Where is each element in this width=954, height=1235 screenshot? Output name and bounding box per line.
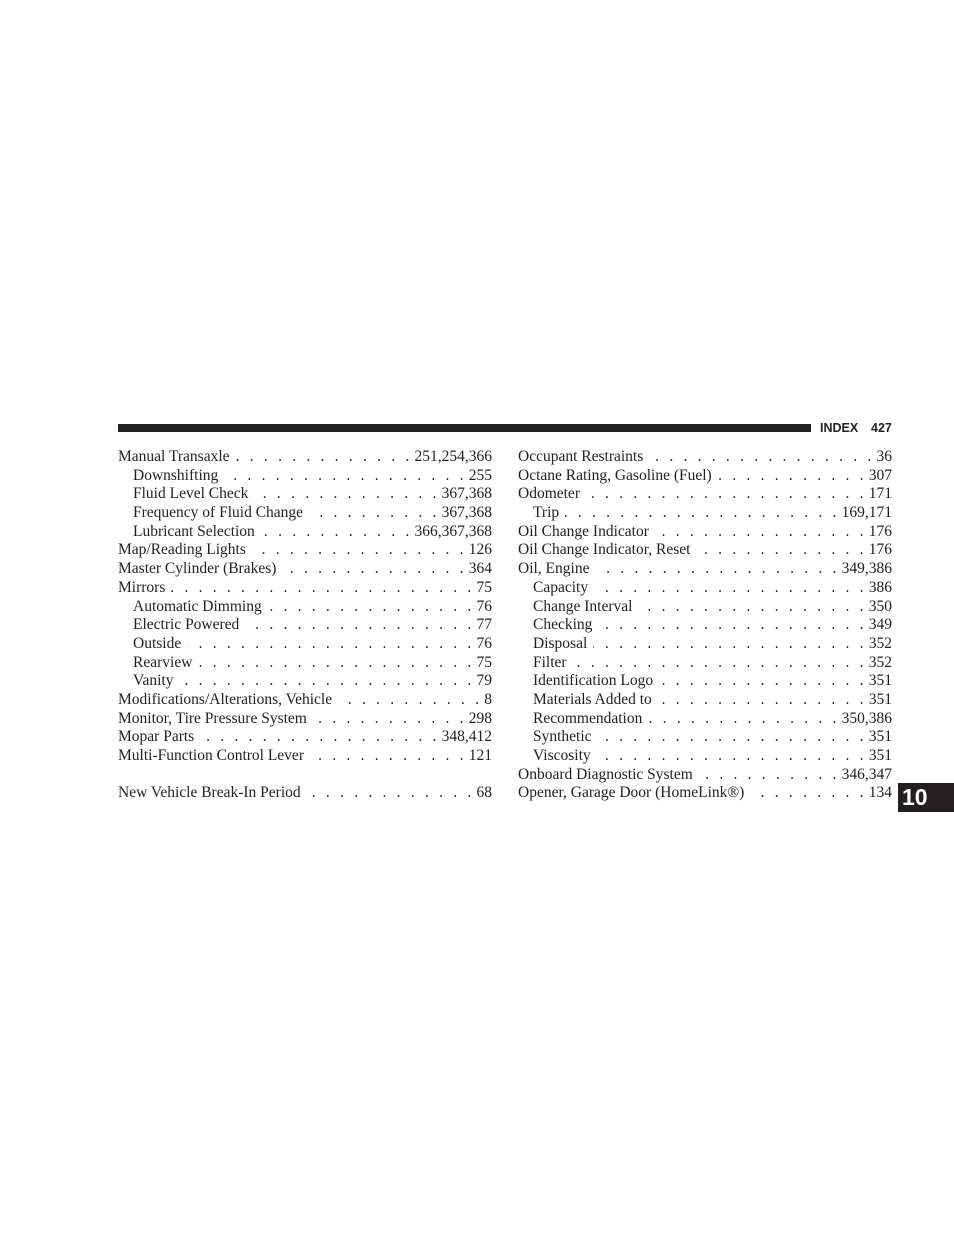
index-entry bbox=[518, 541, 892, 560]
dot-leader bbox=[254, 485, 439, 504]
entry-term: Mopar Parts bbox=[118, 728, 195, 746]
index-entry bbox=[118, 541, 492, 560]
index-subentry bbox=[118, 523, 492, 542]
entry-page-refs: 350,386 bbox=[841, 709, 892, 727]
index-subentry bbox=[518, 635, 892, 654]
entry-term: Electric Powered bbox=[133, 616, 240, 634]
entry-page-refs: 251,254,366 bbox=[414, 448, 492, 465]
entry-page-refs: 36 bbox=[876, 448, 892, 465]
entry-term: Oil, Engine bbox=[518, 560, 590, 578]
entry-term: Trip bbox=[533, 504, 560, 522]
entry-term: Synthetic bbox=[533, 728, 592, 746]
index-entry bbox=[518, 784, 892, 803]
entry-term: Identification Logo bbox=[533, 672, 654, 690]
entry-term: Oil Change Indicator, Reset bbox=[518, 541, 691, 559]
entry-term: Monitor, Tire Pressure System bbox=[118, 709, 307, 727]
entry-page-refs: 77 bbox=[476, 616, 492, 634]
dot-leader bbox=[236, 448, 413, 467]
index-entry bbox=[518, 467, 892, 486]
entry-term: Checking bbox=[533, 616, 593, 634]
entry-term: Onboard Diagnostic System bbox=[518, 765, 693, 783]
entry-page-refs: 351 bbox=[868, 690, 892, 708]
entry-term: Lubricant Selection bbox=[133, 522, 255, 540]
entry-page-refs: 352 bbox=[868, 653, 892, 671]
entry-page-refs: 351 bbox=[868, 747, 892, 764]
entry-page-refs: 76 bbox=[476, 597, 492, 615]
dot-leader bbox=[598, 616, 866, 635]
index-subentry bbox=[118, 616, 492, 635]
entry-page-refs: 351 bbox=[868, 728, 892, 746]
entry-term: Map/Reading Lights bbox=[118, 541, 246, 559]
entry-page-refs: 348,412 bbox=[441, 728, 492, 746]
index-subentry bbox=[518, 616, 892, 635]
entry-page-refs: 126 bbox=[468, 541, 492, 559]
running-header-title: INDEX bbox=[820, 421, 859, 435]
entry-term: Downshifting bbox=[133, 466, 219, 484]
dot-leader bbox=[309, 504, 440, 523]
dot-leader bbox=[595, 560, 839, 579]
dot-leader bbox=[586, 485, 867, 504]
entry-term: Octane Rating, Gasoline (Fuel) bbox=[518, 466, 712, 484]
entry-term: Recommendation bbox=[533, 709, 643, 727]
entry-term: Outside bbox=[133, 634, 182, 652]
dot-leader bbox=[658, 691, 867, 710]
entry-page-refs: 76 bbox=[476, 634, 492, 652]
entry-page-refs: 349 bbox=[868, 616, 892, 634]
entry-term: Materials Added to bbox=[533, 690, 652, 708]
dot-leader bbox=[649, 448, 874, 467]
entry-term: Rearview bbox=[133, 653, 193, 671]
index-column-left bbox=[118, 448, 492, 803]
entry-term: Oil Change Indicator bbox=[518, 522, 649, 540]
index-subentry bbox=[118, 504, 492, 523]
index-entry bbox=[518, 560, 892, 579]
dot-leader bbox=[224, 467, 467, 486]
index-entry bbox=[118, 448, 492, 467]
index-subentry bbox=[518, 654, 892, 673]
entry-term: Opener, Garage Door (HomeLink®) bbox=[518, 784, 745, 802]
index-subentry bbox=[518, 710, 892, 729]
entry-page-refs: 255 bbox=[468, 466, 492, 484]
entry-term: Frequency of Fluid Change bbox=[133, 504, 304, 522]
dot-leader bbox=[179, 672, 474, 691]
entry-term: Modifications/Alterations, Vehicle bbox=[118, 690, 333, 708]
entry-page-refs: 346,347 bbox=[841, 765, 892, 783]
entry-page-refs: 134 bbox=[868, 784, 892, 802]
dot-leader bbox=[338, 691, 482, 710]
dot-leader bbox=[699, 766, 840, 785]
chapter-tab: 10 bbox=[898, 783, 954, 812]
entry-page-refs: 351 bbox=[868, 672, 892, 690]
dot-leader bbox=[171, 579, 474, 598]
dot-leader bbox=[245, 616, 474, 635]
entry-page-refs: 176 bbox=[868, 541, 892, 559]
dot-leader bbox=[307, 784, 475, 803]
index-entry bbox=[118, 691, 492, 710]
index-subentry bbox=[518, 747, 892, 766]
index-entry bbox=[518, 448, 892, 467]
dot-leader bbox=[282, 560, 466, 579]
entry-term: Automatic Dimming bbox=[133, 597, 262, 615]
index-entry bbox=[518, 485, 892, 504]
entry-term: Disposal bbox=[533, 634, 588, 652]
entry-page-refs: 352 bbox=[868, 634, 892, 652]
entry-page-refs: 367,368 bbox=[441, 504, 492, 522]
entry-page-refs: 176 bbox=[868, 522, 892, 540]
entry-page-refs: 298 bbox=[468, 709, 492, 727]
dot-leader bbox=[598, 728, 867, 747]
index-entry bbox=[118, 784, 492, 803]
dot-leader bbox=[638, 598, 866, 617]
entry-term: Odometer bbox=[518, 485, 580, 503]
index-subentry bbox=[118, 635, 492, 654]
entry-page-refs: 121 bbox=[468, 747, 492, 764]
entry-page-refs: 75 bbox=[476, 653, 492, 671]
index-subentry bbox=[518, 598, 892, 617]
index-subentry bbox=[518, 504, 892, 523]
index-entry bbox=[118, 710, 492, 729]
entry-term: Capacity bbox=[533, 578, 589, 596]
page-number: 427 bbox=[871, 421, 892, 435]
index-subentry bbox=[518, 672, 892, 691]
dot-leader bbox=[198, 654, 474, 673]
header-rule bbox=[118, 424, 811, 432]
entry-page-refs: 350 bbox=[868, 597, 892, 615]
entry-term: Manual Transaxle bbox=[118, 448, 230, 465]
entry-page-refs: 169,171 bbox=[841, 504, 892, 522]
entry-page-refs: 307 bbox=[868, 466, 892, 484]
index-subentry bbox=[518, 691, 892, 710]
dot-leader bbox=[750, 784, 866, 803]
entry-page-refs: 366,367,368 bbox=[414, 522, 492, 540]
entry-page-refs: 171 bbox=[868, 485, 892, 503]
index-entry bbox=[118, 728, 492, 747]
entry-term: Change Interval bbox=[533, 597, 633, 615]
dot-leader bbox=[696, 541, 866, 560]
dot-leader bbox=[718, 467, 867, 486]
dot-leader bbox=[187, 635, 474, 654]
dot-leader bbox=[252, 541, 467, 560]
dot-leader bbox=[655, 523, 867, 542]
dot-leader bbox=[573, 654, 867, 673]
index-subentry bbox=[118, 467, 492, 486]
entry-term: Mirrors bbox=[118, 578, 166, 596]
dot-leader bbox=[648, 710, 839, 729]
index-entry bbox=[118, 560, 492, 579]
entry-term: New Vehicle Break-In Period bbox=[118, 784, 301, 802]
dot-leader bbox=[597, 747, 867, 766]
entry-term: Filter bbox=[533, 653, 567, 671]
index-entry bbox=[518, 523, 892, 542]
entry-term: Occupant Restraints bbox=[518, 448, 644, 465]
dot-leader bbox=[310, 747, 467, 766]
entry-term: Fluid Level Check bbox=[133, 485, 249, 503]
dot-leader bbox=[565, 504, 839, 523]
dot-leader bbox=[659, 672, 867, 691]
entry-term: Master Cylinder (Brakes) bbox=[118, 560, 277, 578]
entry-page-refs: 367,368 bbox=[441, 485, 492, 503]
entry-term: Viscosity bbox=[533, 747, 591, 764]
index-entry bbox=[518, 766, 892, 785]
index-subentry bbox=[518, 728, 892, 747]
entry-page-refs: 79 bbox=[476, 672, 492, 690]
dot-leader bbox=[313, 710, 467, 729]
dot-leader bbox=[200, 728, 439, 747]
index-subentry bbox=[118, 672, 492, 691]
entry-page-refs: 364 bbox=[468, 560, 492, 578]
entry-page-refs: 8 bbox=[484, 690, 492, 708]
dot-leader bbox=[261, 523, 413, 542]
index-subentry bbox=[118, 485, 492, 504]
entry-page-refs: 75 bbox=[476, 578, 492, 596]
index-subentry bbox=[118, 598, 492, 617]
dot-leader bbox=[268, 598, 475, 617]
entry-page-refs: 349,386 bbox=[841, 560, 892, 578]
dot-leader bbox=[593, 635, 867, 654]
index-subentry bbox=[118, 654, 492, 673]
entry-term: Multi-Function Control Lever bbox=[118, 747, 304, 764]
index-entry bbox=[118, 747, 492, 766]
index-entry bbox=[118, 579, 492, 598]
entry-page-refs: 386 bbox=[868, 578, 892, 596]
index-column-right bbox=[518, 448, 892, 803]
entry-term: Vanity bbox=[133, 672, 174, 690]
index-subentry bbox=[518, 579, 892, 598]
entry-page-refs: 68 bbox=[476, 784, 492, 802]
dot-leader bbox=[594, 579, 867, 598]
